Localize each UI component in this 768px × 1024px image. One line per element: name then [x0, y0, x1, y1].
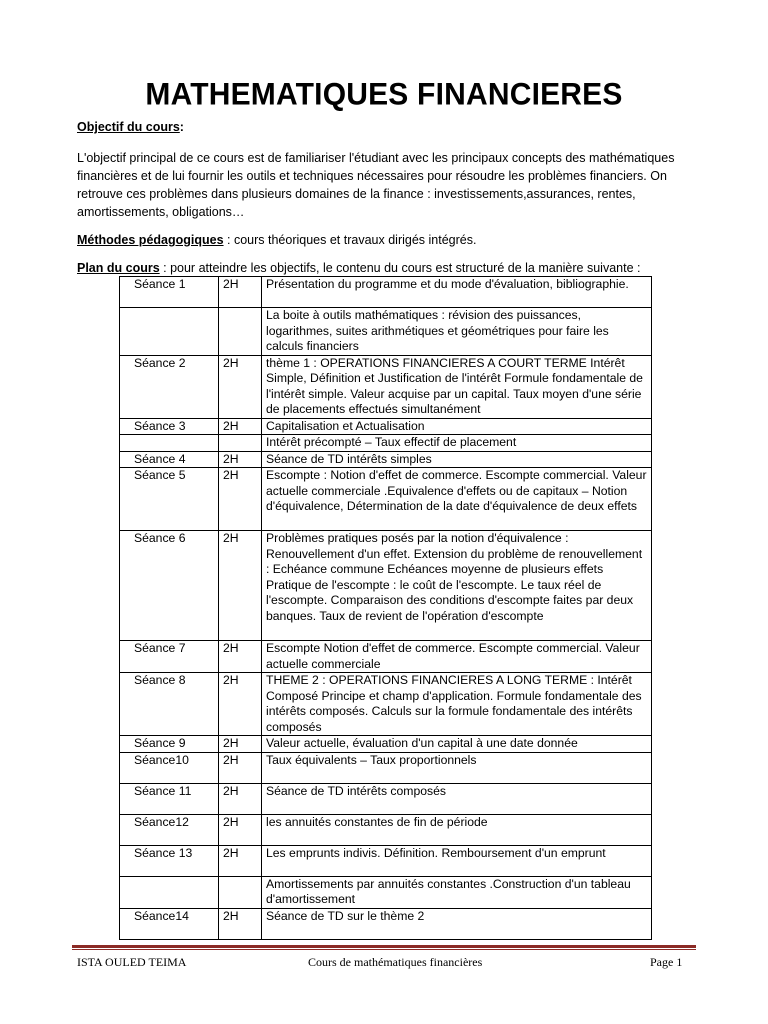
duree-cell: 2H	[219, 451, 262, 468]
contenu-cell: Intérêt précompté – Taux effectif de placement	[262, 435, 652, 452]
contenu-cell: les annuités constantes de fin de période	[262, 814, 652, 845]
table-row	[120, 783, 652, 814]
seance-cell: Séance10	[120, 752, 219, 783]
table-row	[120, 308, 652, 356]
table-row	[120, 418, 652, 435]
table-row	[120, 641, 652, 673]
table-row	[120, 814, 652, 845]
footer-rule-thin	[72, 949, 696, 950]
seance-cell	[120, 435, 219, 452]
duree-cell	[219, 876, 262, 908]
duree-cell: 2H	[219, 736, 262, 753]
duree-cell: 2H	[219, 277, 262, 308]
duree-cell: 2H	[219, 673, 262, 736]
plan-heading: Plan du cours	[77, 261, 160, 275]
seance-cell: Séance 9	[120, 736, 219, 753]
contenu-cell: Escompte Notion d'effet de commerce. Escompte commercial. Valeur actuelle commerciale	[262, 641, 652, 673]
duree-cell: 2H	[219, 418, 262, 435]
methodes-line	[77, 231, 677, 249]
seance-cell: Séance 2	[120, 355, 219, 418]
seance-cell: Séance12	[120, 814, 219, 845]
duree-cell: 2H	[219, 752, 262, 783]
intro-paragraph: L'objectif principal de ce cours est de familiariser l'étudiant avec les principaux concepts des mathématiques financières et de lui fournir les outils et techniques nécessaires pour résoudre les problèmes financiers. On retrouve ces problèmes dans plusieurs domaines de la finance : investissements,assurances, rentes, amortissements, obligations…	[77, 151, 675, 219]
contenu-cell: thème 1 : OPERATIONS FINANCIERES A COURT TERME Intérêt Simple, Définition et Justification de l'intérêt Formule fondamentale de l'intérêt simple. Valeur acquise par un capital. Taux moyen d'une série de placements effectués simultanément	[262, 355, 652, 418]
footer-center: Cours de mathématiques financières	[308, 955, 483, 969]
methodes-text: : cours théoriques et travaux dirigés intégrés.	[223, 233, 477, 247]
contenu-cell: Capitalisation et Actualisation	[262, 418, 652, 435]
contenu-cell: THEME 2 : OPERATIONS FINANCIERES A LONG TERME : Intérêt Composé Principe et champ d'application. Formule fondamentale des intérêts composés. Calculs sur la formule fondamentale des intérêts composés	[262, 673, 652, 736]
footer-left: ISTA OULED TEIMA	[77, 955, 187, 969]
seance-cell	[120, 308, 219, 356]
duree-cell: 2H	[219, 845, 262, 876]
plan-text: : pour atteindre les objectifs, le contenu du cours est structuré de la manière suivante :	[159, 261, 641, 275]
table-row	[120, 435, 652, 452]
objectif-heading: Objectif du cours	[77, 120, 180, 134]
contenu-cell: Séance de TD intérêts simples	[262, 451, 652, 468]
table-row	[120, 355, 652, 418]
methodes-heading: Méthodes pédagogiques	[77, 233, 224, 247]
table-row	[120, 876, 652, 908]
seance-cell: Séance 13	[120, 845, 219, 876]
seance-cell: Séance14	[120, 908, 219, 939]
seance-cell: Séance 4	[120, 451, 219, 468]
duree-cell: 2H	[219, 783, 262, 814]
duree-cell	[219, 308, 262, 356]
duree-cell: 2H	[219, 355, 262, 418]
document-title: MATHEMATIQUES FINANCIERES	[145, 77, 623, 112]
table-row	[120, 752, 652, 783]
footer-page-number: Page 1	[650, 955, 683, 969]
seance-cell: Séance 5	[120, 468, 219, 531]
contenu-cell: Les emprunts indivis. Définition. Remboursement d'un emprunt	[262, 845, 652, 876]
table-row	[120, 845, 652, 876]
table-row	[120, 908, 652, 939]
objectif-colon: :	[179, 120, 184, 134]
table-row	[120, 277, 652, 308]
contenu-cell: Escompte : Notion d'effet de commerce. Escompte commercial. Valeur actuelle commerciale .Equivalence d'effets ou de capitaux – Notion d'équivalence, Détermination de la date d'équivalence de deux effets	[262, 468, 652, 531]
contenu-cell: Taux équivalents – Taux proportionnels	[262, 752, 652, 783]
duree-cell: 2H	[219, 468, 262, 531]
duree-cell: 2H	[219, 908, 262, 939]
table-row	[120, 736, 652, 753]
contenu-cell: Séance de TD intérêts composés	[262, 783, 652, 814]
contenu-cell: Séance de TD sur le thème 2	[262, 908, 652, 939]
contenu-cell: La boite à outils mathématiques : révision des puissances, logarithmes, suites arithmétiques et géométriques pour faire les calculs financiers	[262, 308, 652, 356]
contenu-cell: Amortissements par annuités constantes .Construction d'un tableau d'amortissement	[262, 876, 652, 908]
seance-cell: Séance 7	[120, 641, 219, 673]
table-row	[120, 451, 652, 468]
plan-table-body	[120, 277, 652, 940]
seance-cell	[120, 876, 219, 908]
seance-cell: Séance 3	[120, 418, 219, 435]
plan-table	[119, 276, 652, 940]
contenu-cell: Valeur actuelle, évaluation d'un capital à une date donnée	[262, 736, 652, 753]
plan-line	[77, 259, 697, 277]
contenu-cell: Problèmes pratiques posés par la notion d'équivalence : Renouvellement d'un effet. Extension du problème de renouvellement : Echéance commune Echéances moyenne de plusieurs effets Pratique de l'escompte : le coût de l'escompte. Le taux réel de l'escompte. Comparaison des conditions d'escompte faites par deux banques. Taux de revient de l'opération d'escompte	[262, 531, 652, 641]
duree-cell: 2H	[219, 641, 262, 673]
table-row	[120, 531, 652, 641]
seance-cell: Séance 6	[120, 531, 219, 641]
objectif-line	[77, 118, 677, 136]
table-row	[120, 468, 652, 531]
footer-rule	[72, 945, 696, 948]
table-row	[120, 673, 652, 736]
seance-cell: Séance 1	[120, 277, 219, 308]
seance-cell: Séance 11	[120, 783, 219, 814]
seance-cell: Séance 8	[120, 673, 219, 736]
duree-cell: 2H	[219, 531, 262, 641]
contenu-cell: Présentation du programme et du mode d'évaluation, bibliographie.	[262, 277, 652, 308]
duree-cell	[219, 435, 262, 452]
duree-cell: 2H	[219, 814, 262, 845]
